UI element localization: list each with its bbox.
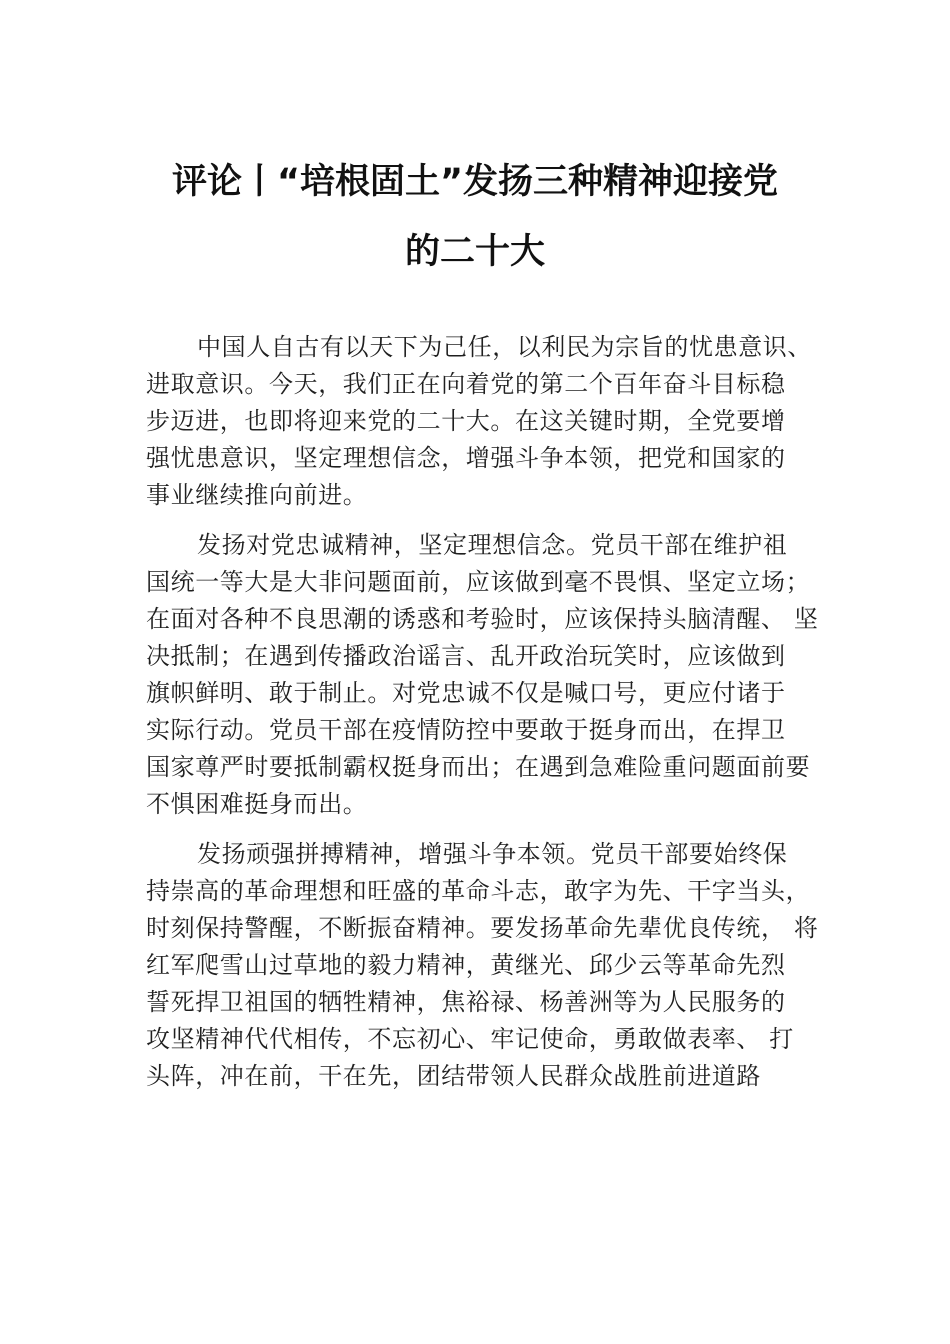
body-line: 国统一等大是大非问题面前，应该做到毫不畏惧、坚定立场； [146, 568, 811, 596]
body-line: 国家尊严时要抵制霸权挺身而出；在遇到急难险重问题面前要 [146, 753, 811, 781]
body-line: 时刻保持警醒，不断振奋精神。要发扬革命先辈优良传统， 将 [146, 914, 819, 942]
body-line: 誓死捍卫祖国的牺牲精神，焦裕禄、杨善洲等为人民服务的 [146, 988, 786, 1016]
body-line: 强忧患意识，坚定理想信念，增强斗争本领，把党和国家的 [146, 444, 786, 472]
body-line: 步迈进，也即将迎来党的二十大。在这关键时期，全党要增 [146, 407, 786, 435]
body-line: 实际行动。党员干部在疫情防控中要敢于挺身而出，在捍卫 [146, 716, 786, 744]
body-line: 旗帜鲜明、敢于制止。对党忠诚不仅是喊口号，更应付诸于 [146, 679, 786, 707]
body-line: 中国人自古有以天下为己任，以利民为宗旨的忧患意识、 [197, 333, 812, 361]
body-line: 攻坚精神代代相传，不忘初心、牢记使命，勇敢做表率、 打 [146, 1025, 794, 1053]
body-line: 发扬对党忠诚精神，坚定理想信念。党员干部在维护祖 [197, 531, 788, 559]
body-line: 进取意识。今天，我们正在向着党的第二个百年奋斗目标稳 [146, 370, 786, 398]
body-line: 在面对各种不良思潮的诱惑和考验时，应该保持头脑清醒、 坚 [146, 605, 819, 633]
body-line: 持崇高的革命理想和旺盛的革命斗志，敢字为先、干字当头， [146, 877, 811, 905]
body-line: 事业继续推向前进。 [146, 481, 368, 509]
body-line: 决抵制；在遇到传播政治谣言、乱开政治玩笑时，应该做到 [146, 642, 786, 670]
body-line: 红军爬雪山过草地的毅力精神，黄继光、邱少云等革命先烈 [146, 951, 786, 979]
body-line: 头阵，冲在前，干在先，团结带领人民群众战胜前进道路 [146, 1062, 761, 1090]
article-title-line-2: 的二十大 [404, 232, 545, 272]
body-line: 发扬顽强拼搏精神，增强斗争本领。党员干部要始终保 [197, 840, 788, 868]
article-title-line-1: 评论丨“培根固土”发扬三种精神迎接党 [171, 162, 778, 202]
body-line: 不惧困难挺身而出。 [146, 790, 368, 818]
